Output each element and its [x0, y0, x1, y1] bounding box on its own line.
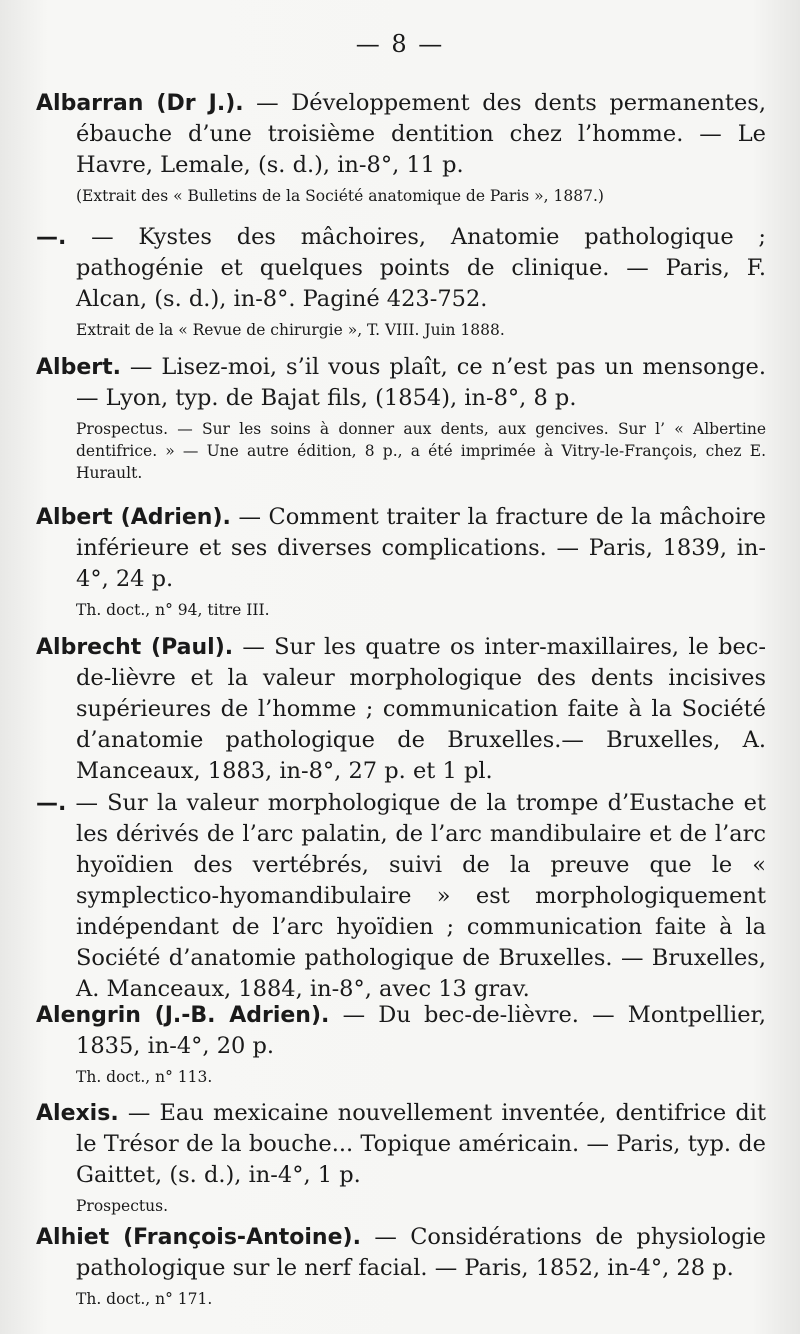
entry-author: Alhiet (François-Antoine). [36, 1225, 361, 1250]
entry-main-text [36, 632, 766, 787]
entry-albarran-2 [36, 222, 766, 341]
entry-note: Th. doct., n° 94, titre III. [76, 601, 270, 619]
entry-main-text [36, 1222, 766, 1284]
entry-author: —. [36, 791, 67, 816]
entry-author: Albert (Adrien). [36, 505, 231, 530]
entry-author: Alexis. [36, 1101, 119, 1126]
entry-author: Albarran (Dr J.). [36, 91, 244, 116]
entry-body: — Considérations de physiologie pathologique sur le nerf facial. — Paris, 1852, in-4°, 28 p. [76, 1224, 766, 1281]
entry-note: Extrait de la « Revue de chirurgie », T. VIII. Juin 1888. [76, 321, 505, 339]
entry-author: Albrecht (Paul). [36, 635, 234, 660]
entry-main-text [36, 502, 766, 595]
entry-alengrin [36, 1000, 766, 1088]
entry-alhiet [36, 1222, 766, 1310]
entry-albarran-1 [36, 88, 766, 207]
entry-main-text [36, 352, 766, 414]
entry-albert-adrien [36, 502, 766, 621]
entry-body: — Du bec-de-lièvre. — Montpellier, 1835, in-4°, 20 p. [76, 1002, 766, 1059]
entry-author: Alengrin (J.-B. Adrien). [36, 1003, 330, 1028]
entry-body: — Sur les quatre os inter-maxillaires, le bec-de-lièvre et la valeur morphologique des dents incisives supérieures de l’homme ; communication faite à la Société d’anatomie pathologique de Bruxelles.— Bruxelles, A. Manceaux, 1883, in-8°, 27 p. et 1 pl. [76, 634, 766, 784]
entry-note: Prospectus. [76, 1197, 168, 1215]
entry-note: (Extrait des « Bulletins de la Société anatomique de Paris », 1887.) [76, 187, 604, 205]
entry-albert [36, 352, 766, 484]
entry-body: — Kystes des mâchoires, Anatomie pathologique ; pathogénie et quelques points de clinique. — Paris, F. Alcan, (s. d.), in-8°. Paginé 423-752. [66, 224, 766, 312]
entry-main-text [36, 1000, 766, 1062]
page-number: — 8 — [355, 30, 445, 58]
entry-body: — Comment traiter la fracture de la mâchoire inférieure et ses diverses complications. — Paris, 1839, in-4°, 24 p. [76, 504, 766, 592]
entry-main-text [36, 88, 766, 181]
entry-main-text [36, 788, 766, 1005]
entry-body: — Lisez-moi, s’il vous plaît, ce n’est pas un mensonge. — Lyon, typ. de Bajat fils, (1854), in-8°, 8 p. [76, 354, 766, 411]
entry-alexis [36, 1098, 766, 1217]
entry-note: Th. doct., n° 113. [76, 1068, 213, 1086]
entry-body: — Eau mexicaine nouvellement inventée, dentifrice dit le Trésor de la bouche... Topique américain. — Paris, typ. de Gaittet, (s. d.), in-4°, 1 p. [76, 1100, 766, 1188]
entry-main-text [36, 1098, 766, 1191]
entry-note: Th. doct., n° 171. [76, 1290, 213, 1308]
entry-note: Prospectus. — Sur les soins à donner aux dents, aux gencives. Sur l’ « Albertine dentifrice. » — Une autre édition, 8 p., a été imprimée à Vitry-le-François, chez E. Hurault. [76, 420, 766, 482]
entry-albrecht-1 [36, 632, 766, 787]
entry-author: Albert. [36, 355, 121, 380]
entry-body: — Sur la valeur morphologique de la trompe d’Eustache et les dérivés de l’arc palatin, de l’arc mandibulaire et de l’arc hyoïdien des vertébrés, suivi de la preuve que le « symplectico-hyomandibulaire » est morphologiquement indépendant de l’arc hyoïdien ; communication faite à la Société d’anatomie pathologique de Bruxelles. — Bruxelles, A. Manceaux, 1884, in-8°, avec 13 grav. [66, 790, 766, 1002]
entry-albrecht-2 [36, 788, 766, 1005]
entry-main-text [36, 222, 766, 315]
entry-body: — Développement des dents permanentes, ébauche d’une troisième dentition chez l’homme. — Le Havre, Lemale, (s. d.), in-8°, 11 p. [76, 90, 766, 178]
entry-author: —. [36, 225, 67, 250]
